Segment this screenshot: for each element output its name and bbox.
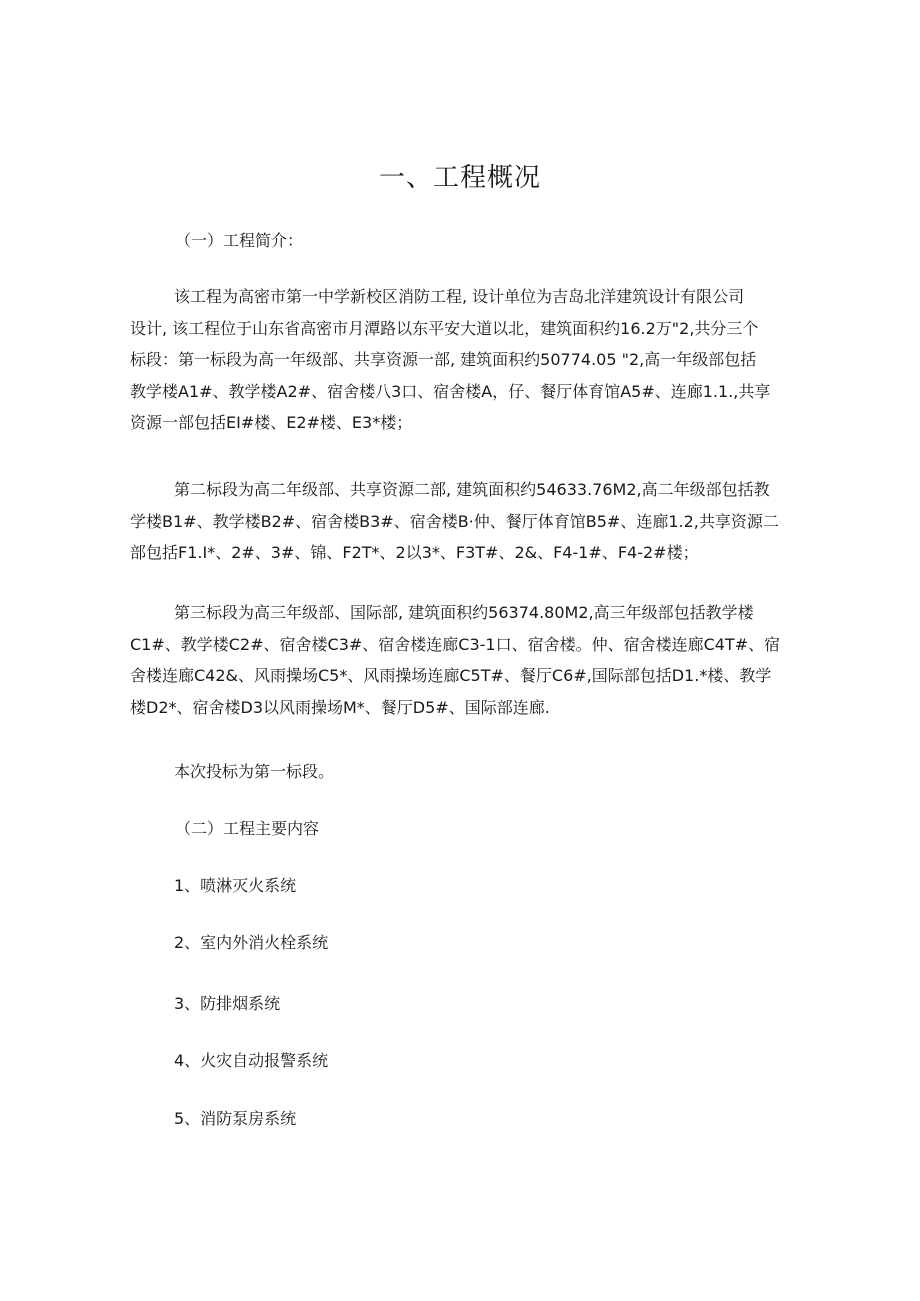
paragraph-line: 第三标段为高三年级部、国际部, 建筑面积约56374.80M2,高三年级部包括教学楼 — [174, 603, 754, 622]
paragraph-section-two — [130, 474, 784, 569]
document-title: 一、工程概况 — [378, 163, 541, 193]
paragraph-project-overview — [130, 281, 784, 439]
section-heading-project-intro: （一）工程简介： — [175, 231, 304, 250]
paragraph-line: 标段：第一标段为高一年级部、共享资源一部, 建筑面积约50774.05 "2,高一年级部包括 — [130, 350, 757, 369]
list-item: 2、室内外消火栓系统 — [174, 933, 329, 952]
section-heading-main-content: （二）工程主要内容 — [175, 819, 320, 838]
paragraph-line: 第二标段为高二年级部、共享资源二部, 建筑面积约54633.76M2,高二年级部包括教 — [174, 480, 770, 499]
list-item: 5、消防泵房系统 — [174, 1109, 297, 1128]
paragraph-line: 该工程为高密市第一中学新校区消防工程, 设计单位为吉岛北洋建筑设计有限公司 — [174, 287, 745, 306]
bid-note: 本次投标为第一标段。 — [174, 762, 335, 781]
paragraph-line: 设计, 该工程位于山东省高密市月潭路以东平安大道以北，建筑面积约16.2万"2,共分三个 — [130, 318, 759, 338]
paragraph-line: 部包括F1.I*、2#、3#、锦、F2T*、2以3*、F3T#、2&、F4-1#、F4-2#楼； — [130, 543, 699, 562]
paragraph-line: C1#、教学楼C2#、宿舍楼C3#、宿舍楼连廊C3-1口、宿舍楼。仲、宿舍楼连廊C4T#、宿 — [130, 634, 781, 654]
paragraph-line: 资源一部包括EI#楼、E2#楼、E3*楼； — [130, 413, 413, 432]
list-item: 3、防排烟系统 — [174, 994, 281, 1013]
paragraph-line: 教学楼A1#、教学楼A2#、宿舍楼八3口、宿舍楼A，仔、餐厅体育馆A5#、连廊1.1.,共享 — [130, 381, 771, 401]
paragraph-line: 舍楼连廊C42&、风雨操场C5*、风雨操场连廊C5T#、餐厅C6#,国际部包括D1.*楼、教学 — [130, 666, 772, 685]
list-item: 1、喷淋灭火系统 — [174, 876, 297, 895]
paragraph-line: 学楼B1#、教学楼B2#、宿舍楼B3#、宿舍楼B·仲、餐厅体育馆B5#、连廊1.2,共享资源二 — [130, 511, 779, 531]
list-item: 4、火灾自动报警系统 — [174, 1051, 329, 1070]
paragraph-section-three — [130, 597, 784, 723]
paragraph-line: 楼D2*、宿舍楼D3以风雨操场M*、餐厅D5#、国际部连廊. — [130, 697, 550, 717]
